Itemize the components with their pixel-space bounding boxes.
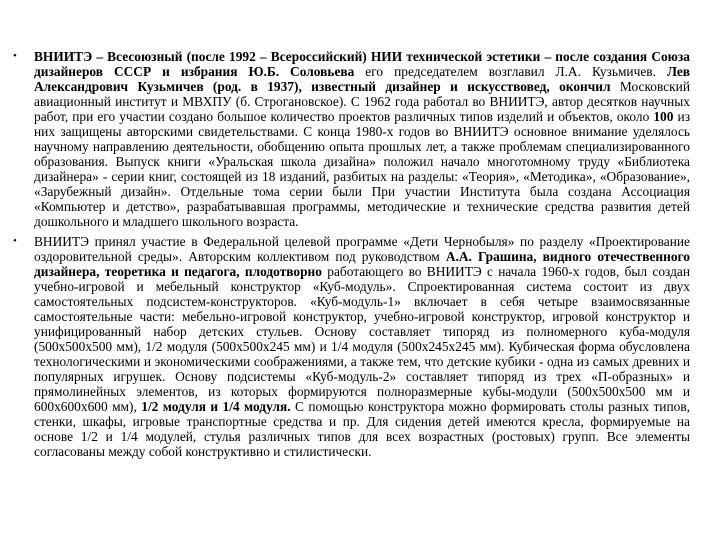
bullet-icon: • [13, 235, 17, 247]
bullet-list [11, 49, 690, 459]
paragraph-text: ВНИИТЭ – Всесоюзный (после 1992 – Всероссийский) НИИ технической эстетики – после создания Союза дизайнеров СССР и избрания Ю.Б. Соловьева его председателем возглавил Л.А. Кузьмичев. Лев Александрович Кузьмичев (род. в 1937), известный дизайнер и искусствовед, окончил Московский авиационный институт и МВХПУ (б. Строгановское). С 1962 года работал во ВНИИТЭ, автор десятков научных работ, при его участии создано большое количество проектов различных типов изделий и объектов, около 100 из них защищены авторскими свидетельствами. С конца 1980-х годов во ВНИИТЭ основное внимание уделялось научному направлению деятельности, обобщению опыта прошлых лет, а также проблемам специализированного образования. Выпуск книги «Уральская школа дизайна» положил начало многотомному труду «Библиотека дизайнера» - серии книг, состоящей из 18 изданий, разбитых на разделы: «Теория», «Методика», «Образование», «Зарубежный дизайн». Отдельные тома серии были При участии Института была создана Ассоциация «Компьютер и детство», разрабатывавшая программы, методические и технические средства развития детей дошкольного и младшего школьного возраста. [34, 49, 690, 229]
bullet-icon: • [13, 50, 17, 62]
bullet-item [11, 234, 690, 459]
bullet-item [11, 49, 690, 229]
paragraph-text: ВНИИТЭ принял участие в Федеральной целевой программе «Дети Чернобыля» по разделу «Проектирование оздоровительной среды». Авторским коллективом под руководством А.А. Грашина, видного отечественного дизайнера, теоретика и педагога, плодотворно работающего во ВНИИТЭ с начала 1960-х годов, был создан учебно-игровой и мебельный конструктор «Куб-модуль». Спроектированная система состоит из двух самостоятельных подсистем-конструкторов. «Куб-модуль-1» включает в себя четыре взаимосвязанные самостоятельные части: мебельно-игровой конструктор, учебно-игровой конструктор, игровой конструктор и унифицированный набор детских стульев. Основу составляет типоряд из полномерного куба-модуля (500x500x500 мм), 1/2 модуля (500x500x245 мм) и 1/4 модуля (500x245x245 мм). Кубическая форма обусловлена технологическими и экономическими соображениями, а также тем, что детские кубики - одна из самых древних и популярных игрушек. Основу подсистемы «Куб-модуль-2» составляет типоряд из трех «П-образных» и прямолинейных элементов, из которых формируются полноразмерные кубы-модули (500x500x500 мм и 600x600x600 мм), 1/2 модуля и 1/4 модуля. С помощью конструктора можно формировать столы разных типов, стенки, шкафы, игровые транспортные средства и пр. Для сидения детей имеются кресла, формируемые на основе 1/2 и 1/4 модулей, стулья различных типов для всех возрастных (ростовых) групп. Все элементы согласованы между собой конструктивно и стилистически. [34, 234, 690, 459]
